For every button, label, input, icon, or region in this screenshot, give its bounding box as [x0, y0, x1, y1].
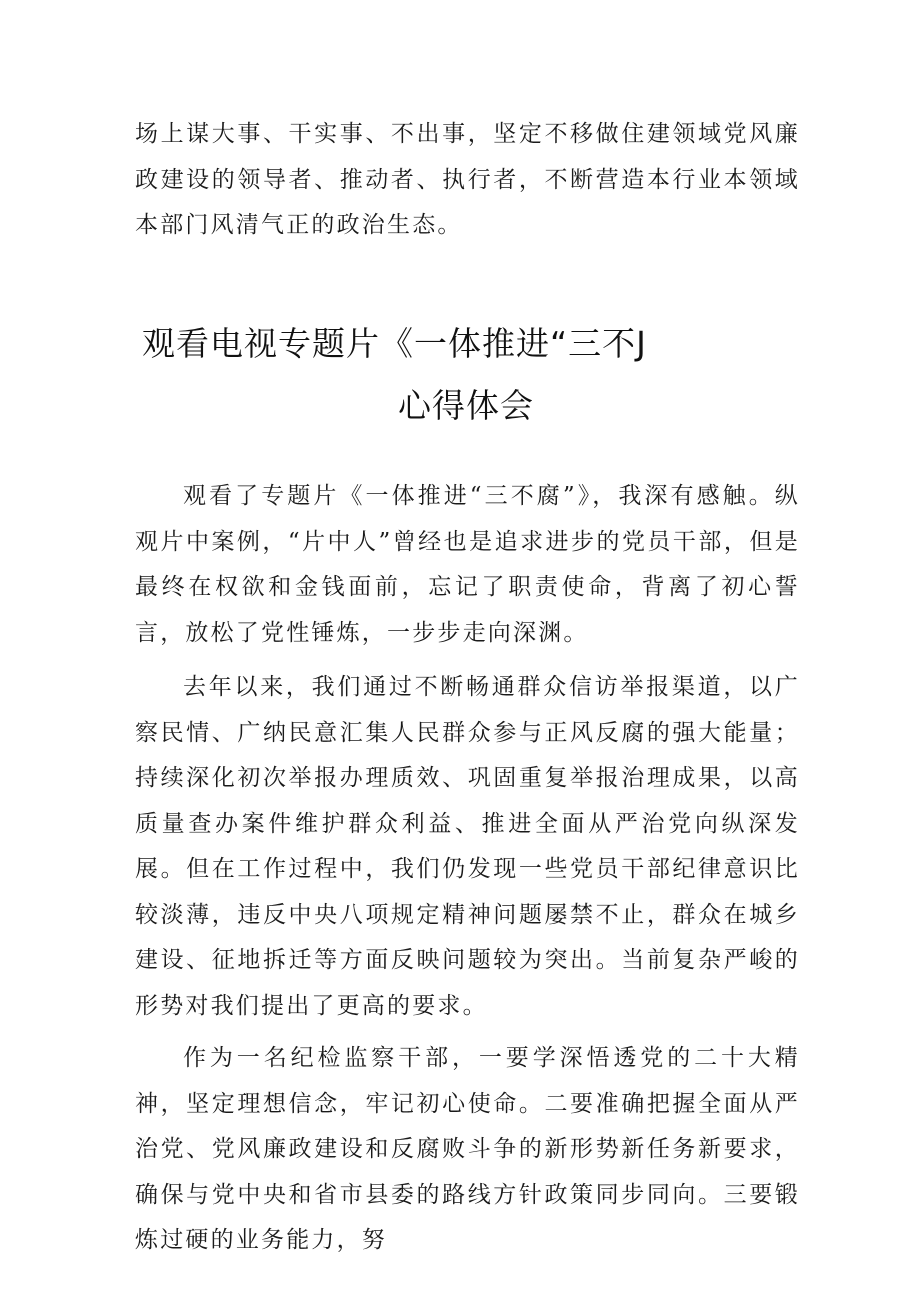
body-paragraph-1: 观看了专题片《一体推进“三不腐”》，我深有感触。纵观片中案例，“片中人”曾经也是追求进步的党员干部，但是最终在权欲和金钱面前，忘记了职责使命，背离了初心誓言，放松了党性锤炼，一步步走向深渊。: [135, 483, 800, 646]
title-line-1: 观看电视专题片《一体推进“三不J: [142, 324, 647, 363]
title-line-2: 心得体会: [398, 386, 534, 425]
body-paragraph-3: 作为一名纪检监察干部，一要学深悟透党的二十大精神，坚定理想信念，牢记初心使命。二要准确把握全面从严治党、党风廉政建设和反腐败斗争的新形势新任务新要求，确保与党中央和省市县委的路线方针政策同步同向。三要锻炼过硬的业务能力，努: [135, 1045, 800, 1253]
intro-paragraph: 场上谋大事、干实事、不出事，坚定不移做住建领域党风廉政建设的领导者、推动者、执行者，不断营造本行业本领域本部门风清气正的政治生态。: [135, 121, 800, 238]
body-paragraph-2: 去年以来，我们通过不断畅通群众信访举报渠道，以广察民情、广纳民意汇集人民群众参与正风反腐的强大能量；持续深化初次举报办理质效、巩固重复举报治理成果，以高质量查办案件维护群众利益、推进全面从严治党向纵深发展。但在工作过程中，我们仍发现一些党员干部纪律意识比较淡薄，违反中央八项规定精神问题屡禁不止，群众在城乡建设、征地拆迁等方面反映问题较为突出。当前复杂严峻的形势对我们提出了更高的要求。: [135, 674, 800, 1019]
